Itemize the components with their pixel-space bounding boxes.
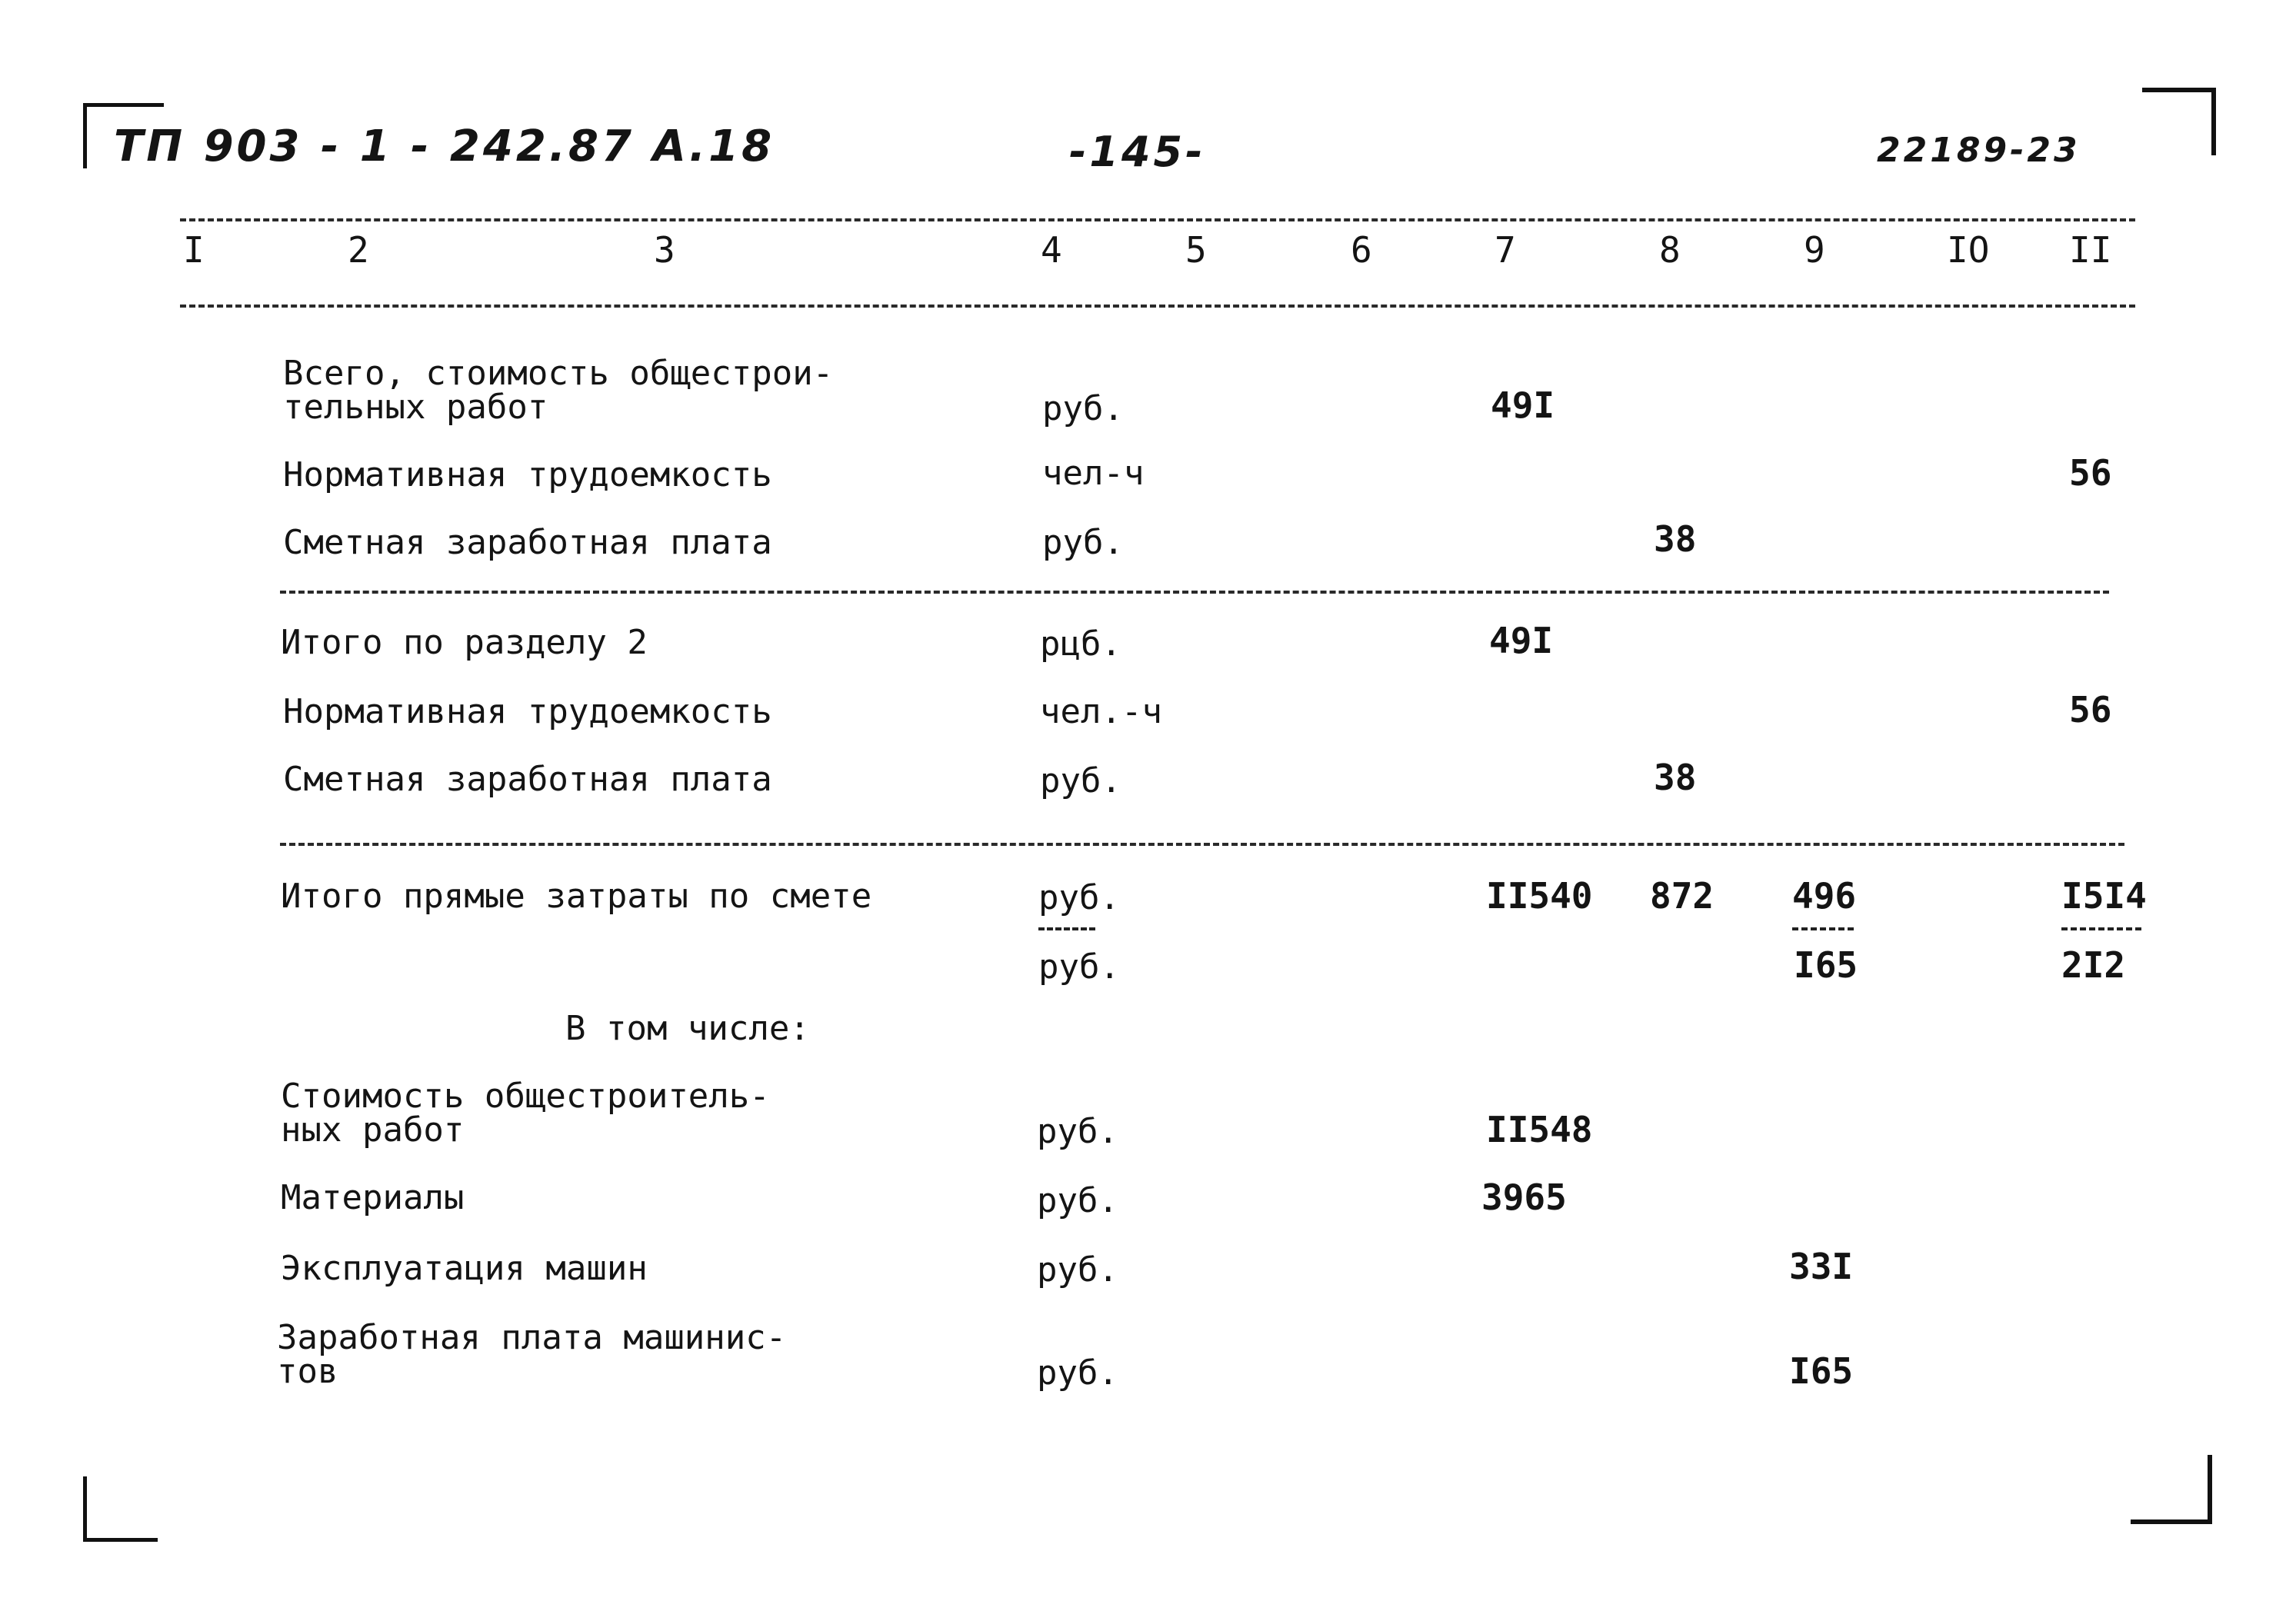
total-cost-value: 49I xyxy=(1491,384,1555,426)
breakdown-value: 3965 xyxy=(1481,1177,1567,1218)
column-header: II xyxy=(2069,229,2112,271)
direct-costs-col9-denominator: I65 xyxy=(1794,944,1858,986)
column-header: 3 xyxy=(654,229,675,271)
breakdown-unit: руб. xyxy=(1037,1181,1118,1220)
column-header: 6 xyxy=(1351,229,1372,271)
corner-mark-bottom-right xyxy=(2131,1455,2212,1524)
section2-total-label: Итого по разделу 2 xyxy=(281,623,648,662)
table-top-rule xyxy=(180,218,2135,221)
section2-labor-unit: чел.-ч xyxy=(1040,692,1162,731)
direct-costs-col7-value: II540 xyxy=(1486,875,1593,917)
column-header: 8 xyxy=(1659,229,1681,271)
labor-value: 56 xyxy=(2069,452,2112,494)
breakdown-unit: руб. xyxy=(1037,1250,1118,1290)
direct-costs-unit-denominator: руб. xyxy=(1038,947,1120,987)
column-header: 7 xyxy=(1495,229,1516,271)
corner-mark-bottom-left xyxy=(83,1476,158,1542)
breakdown-label: Заработная плата машинис- тов xyxy=(277,1318,787,1391)
document-code: ТП 903 - 1 - 242.87 А.18 xyxy=(114,121,775,171)
breakdown-value: 33I xyxy=(1789,1246,1854,1287)
column-header: 4 xyxy=(1041,229,1062,271)
direct-costs-col11-denominator: 2I2 xyxy=(2061,944,2126,986)
direct-costs-col11-numerator: I5I4 xyxy=(2061,875,2147,917)
page-number: -145- xyxy=(1069,128,1206,176)
section2-labor-label: Нормативная трудоемкость xyxy=(283,692,772,731)
breakdown-unit: руб. xyxy=(1037,1112,1118,1151)
breakdown-value: II548 xyxy=(1486,1109,1593,1150)
unit-fraction-bar xyxy=(1038,927,1095,930)
document-number: 22189-23 xyxy=(1877,131,2081,170)
section2-wage-value: 38 xyxy=(1654,757,1697,798)
section2-total-unit: рцб. xyxy=(1040,624,1121,664)
breakdown-label: Стоимость общестроитель- ных работ xyxy=(281,1077,770,1150)
total-cost-unit: руб. xyxy=(1042,389,1124,428)
section2-wage-unit: руб. xyxy=(1040,761,1121,800)
section-divider-rule xyxy=(280,591,2109,594)
direct-costs-top-rule xyxy=(280,843,2124,846)
breakdown-value: I65 xyxy=(1789,1350,1854,1392)
column-header: 9 xyxy=(1804,229,1825,271)
column-header: 2 xyxy=(348,229,369,271)
wage-unit: руб. xyxy=(1042,523,1124,562)
breakdown-label: Материалы xyxy=(281,1178,465,1217)
column-header: I xyxy=(183,229,205,271)
labor-label: Нормативная трудоемкость xyxy=(283,455,772,494)
corner-mark-top-right xyxy=(2142,88,2216,155)
direct-costs-label: Итого прямые затраты по смете xyxy=(281,877,872,916)
section2-total-value: 49I xyxy=(1489,620,1554,661)
breakdown-unit: руб. xyxy=(1037,1353,1118,1393)
column-header-bottom-rule xyxy=(180,305,2135,308)
direct-costs-col8-value: 872 xyxy=(1650,875,1715,917)
labor-unit: чел-ч xyxy=(1042,454,1145,493)
wage-label: Сметная заработная плата xyxy=(283,523,772,562)
wage-value: 38 xyxy=(1654,518,1697,560)
col9-fraction-bar xyxy=(1792,927,1854,930)
total-cost-label: Всего, стоимость общестрои- тельных работ xyxy=(283,354,834,427)
column-header: IO xyxy=(1947,229,1990,271)
direct-costs-col9-numerator: 496 xyxy=(1792,875,1857,917)
section2-labor-value: 56 xyxy=(2069,689,2112,731)
section2-wage-label: Сметная заработная плата xyxy=(283,760,772,799)
column-header: 5 xyxy=(1185,229,1207,271)
including-heading: В том числе: xyxy=(565,1009,810,1048)
direct-costs-unit-numerator: руб. xyxy=(1038,878,1120,917)
col11-fraction-bar xyxy=(2061,927,2141,930)
breakdown-label: Эксплуатация машин xyxy=(281,1249,648,1288)
